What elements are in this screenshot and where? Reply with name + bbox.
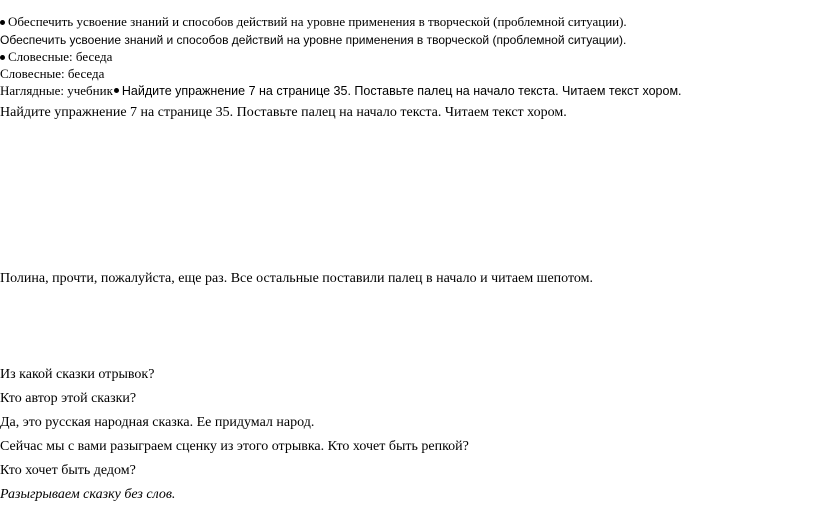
question-grandpa: Кто хочет быть дедом? (0, 463, 136, 478)
bullet-icon (0, 55, 5, 60)
visual-aids-label: Наглядные: учебник (0, 83, 113, 98)
goal-bullet-line (0, 15, 627, 28)
bullet-icon (0, 20, 5, 25)
play-without-words: Разыгрываем сказку без слов. (0, 487, 176, 502)
instruction-text-sans: Найдите упражнение 7 на странице 35. Поставьте палец на начало текста. Читаем текст хором. (121, 84, 682, 98)
scene-instruction: Сейчас мы с вами разыграем сценку из этого отрывка. Кто хочет быть репкой? (0, 439, 469, 454)
verbal-text: Словесные: беседа (8, 49, 113, 64)
verbal-text-plain: Словесные: беседа (0, 66, 105, 81)
visual-aids-line (0, 83, 682, 99)
question-author: Кто автор этой сказки? (0, 391, 137, 406)
instruction-text: Найдите упражнение 7 на странице 35. Поставьте палец на начало текста. Читаем текст хором. (0, 105, 567, 120)
goal-text: Обеспечить усвоение знаний и способов действий на уровне применения в творческой (проблемной ситуации). (8, 14, 627, 29)
bullet-icon (114, 88, 119, 93)
reading-instruction: Полина, прочти, пожалуйста, еще раз. Все остальные поставили палец в начало и читаем шепотом. (0, 271, 594, 286)
goal-text-sans: Обеспечить усвоение знаний и способов действий на уровне применения в творческой (проблемной ситуации). (0, 33, 627, 47)
answer-folk-tale: Да, это русская народная сказка. Ее придумал народ. (0, 415, 315, 430)
question-excerpt: Из какой сказки отрывок? (0, 367, 155, 382)
verbal-bullet-line (0, 50, 112, 63)
